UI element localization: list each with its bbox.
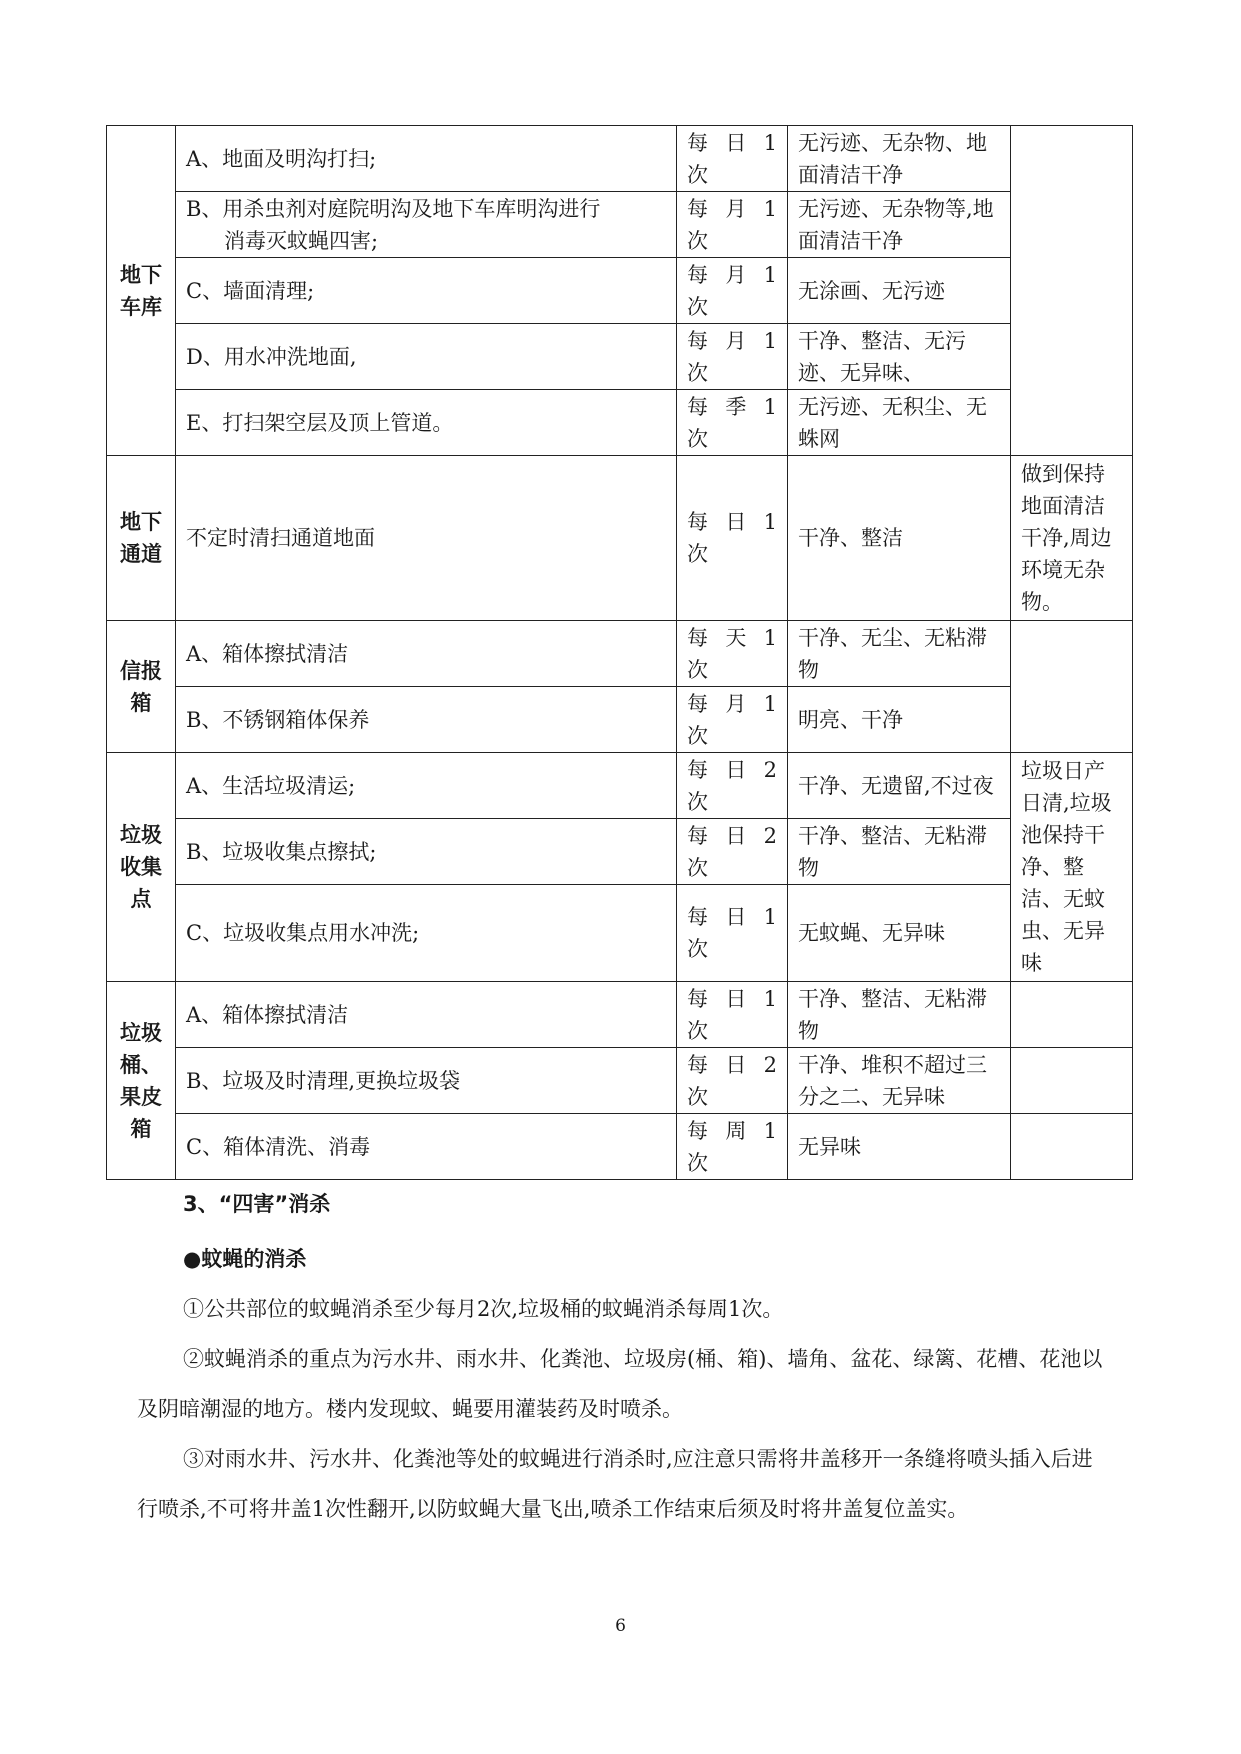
standard-cell: 干净、整洁 xyxy=(788,456,1011,621)
task-cell: A、生活垃圾清运; xyxy=(176,753,677,819)
task-cell: B、不锈钢箱体保养 xyxy=(176,687,677,753)
task-cell: D、用水冲洗地面, xyxy=(176,324,677,390)
frequency-cell: 每 天 1 次 xyxy=(677,621,788,687)
note-cell: 做到保持地面清洁干净,周边环境无杂物。 xyxy=(1011,456,1133,621)
area-cell xyxy=(107,753,176,982)
task-cell: E、打扫架空层及顶上管道。 xyxy=(176,390,677,456)
table-row xyxy=(107,390,1133,456)
area-label-line: 点 xyxy=(130,887,152,911)
page-number: 6 xyxy=(615,1616,626,1636)
area-label-line: 通道 xyxy=(120,542,162,566)
area-label-line: 垃圾 xyxy=(120,823,162,847)
table-row xyxy=(107,1048,1133,1114)
paragraph: ③对雨水井、污水井、化粪池等处的蚊蝇进行消杀时,应注意只需将井盖移开一条缝将喷头插入后进行喷杀,不可将井盖1次性翻开,以防蚊蝇大量飞出,喷杀工作结束后须及时将井盖复位盖实。 xyxy=(137,1447,1093,1521)
standard-cell: 无污迹、无杂物、地面清洁干净 xyxy=(788,126,1011,192)
task-cell: A、箱体擦拭清洁 xyxy=(176,982,677,1048)
frequency-cell: 每 日 2 次 xyxy=(677,819,788,885)
note-cell xyxy=(1011,1048,1133,1114)
area-cell xyxy=(107,126,176,456)
area-label-line: 地下 xyxy=(120,510,162,534)
frequency-cell: 每 月 1 次 xyxy=(677,192,788,258)
table-row xyxy=(107,456,1133,621)
frequency-cell: 每 月 1 次 xyxy=(677,324,788,390)
task-cell: 不定时清扫通道地面 xyxy=(176,456,677,621)
table-row xyxy=(107,819,1133,885)
area-cell xyxy=(107,982,176,1180)
area-label-line: 地下 xyxy=(120,262,162,287)
task-cell: C、箱体清洗、消毒 xyxy=(176,1114,677,1180)
note-cell xyxy=(1011,621,1133,753)
standard-cell: 干净、整洁、无污迹、无异味、 xyxy=(788,324,1011,390)
frequency-cell: 每 日 2 次 xyxy=(677,1048,788,1114)
task-cell: B、用杀虫剂对庭院明沟及地下车库明沟进行 消毒灭蚊蝇四害; xyxy=(176,192,677,258)
standard-cell: 无异味 xyxy=(788,1114,1011,1180)
table-row xyxy=(107,192,1133,258)
table-row xyxy=(107,687,1133,753)
area-label-line: 果皮 xyxy=(120,1084,162,1109)
standard-cell: 干净、无遗留,不过夜 xyxy=(788,753,1011,819)
area-cell xyxy=(107,621,176,753)
standard-cell: 无涂画、无污迹 xyxy=(788,258,1011,324)
table-row xyxy=(107,324,1133,390)
note-cell xyxy=(1011,1114,1133,1180)
area-label-line: 桶、 xyxy=(120,1052,162,1077)
task-cell: C、垃圾收集点用水冲洗; xyxy=(176,885,677,982)
area-label-line: 信报 xyxy=(120,658,162,683)
task-cell: B、垃圾收集点擦拭; xyxy=(176,819,677,885)
area-label-line: 车库 xyxy=(120,294,162,319)
standard-cell: 无蚊蝇、无异味 xyxy=(788,885,1011,982)
note-cell: 垃圾日产日清,垃圾池保持干净、整洁、无蚊虫、无异味 xyxy=(1011,753,1133,982)
standard-cell: 明亮、干净 xyxy=(788,687,1011,753)
area-label-line: 垃圾 xyxy=(120,1020,162,1045)
table-row xyxy=(107,126,1133,192)
standard-cell: 干净、整洁、无粘滞物 xyxy=(788,819,1011,885)
table-row xyxy=(107,258,1133,324)
subheading: ●蚊蝇的消杀 xyxy=(183,1247,307,1271)
task-cell: A、箱体擦拭清洁 xyxy=(176,621,677,687)
frequency-cell: 每 月 1 次 xyxy=(677,687,788,753)
standard-cell: 干净、整洁、无粘滞物 xyxy=(788,982,1011,1048)
paragraph: ②蚊蝇消杀的重点为污水井、雨水井、化粪池、垃圾房(桶、箱)、墙角、盆花、绿篱、花槽、花池以及阴暗潮湿的地方。楼内发现蚊、蝇要用灌装药及时喷杀。 xyxy=(137,1347,1103,1421)
table-row xyxy=(107,1114,1133,1180)
paragraph: ①公共部位的蚊蝇消杀至少每月2次,垃圾桶的蚊蝇消杀每周1次。 xyxy=(183,1297,784,1321)
frequency-cell: 每 日 2 次 xyxy=(677,753,788,819)
table-row xyxy=(107,621,1133,687)
frequency-cell: 每 日 1 次 xyxy=(677,885,788,982)
standard-cell: 干净、堆积不超过三分之二、无异味 xyxy=(788,1048,1011,1114)
cleaning-schedule-table-wrapper xyxy=(106,125,1133,1180)
area-label-line: 箱 xyxy=(130,1116,152,1141)
area-label-line: 收集 xyxy=(120,855,162,879)
frequency-cell: 每 日 1 次 xyxy=(677,456,788,621)
table-row xyxy=(107,885,1133,982)
body-paragraphs xyxy=(137,1284,1107,1534)
standard-cell: 干净、无尘、无粘滞物 xyxy=(788,621,1011,687)
frequency-cell: 每 日 1 次 xyxy=(677,982,788,1048)
table-row xyxy=(107,982,1133,1048)
frequency-cell: 每 周 1 次 xyxy=(677,1114,788,1180)
cleaning-schedule-table xyxy=(106,125,1133,1180)
area-label-line: 箱 xyxy=(130,690,152,715)
note-cell xyxy=(1011,982,1133,1048)
task-cell: C、墙面清理; xyxy=(176,258,677,324)
note-cell xyxy=(1011,126,1133,456)
table-row xyxy=(107,753,1133,819)
section-heading: 3、“四害”消杀 xyxy=(183,1192,331,1216)
frequency-cell: 每 月 1 次 xyxy=(677,258,788,324)
task-cell: A、地面及明沟打扫; xyxy=(176,126,677,192)
frequency-cell: 每 日 1 次 xyxy=(677,126,788,192)
frequency-cell: 每 季 1 次 xyxy=(677,390,788,456)
standard-cell: 无污迹、无积尘、无蛛网 xyxy=(788,390,1011,456)
area-cell xyxy=(107,456,176,621)
task-cell: B、垃圾及时清理,更换垃圾袋 xyxy=(176,1048,677,1114)
standard-cell: 无污迹、无杂物等,地面清洁干净 xyxy=(788,192,1011,258)
